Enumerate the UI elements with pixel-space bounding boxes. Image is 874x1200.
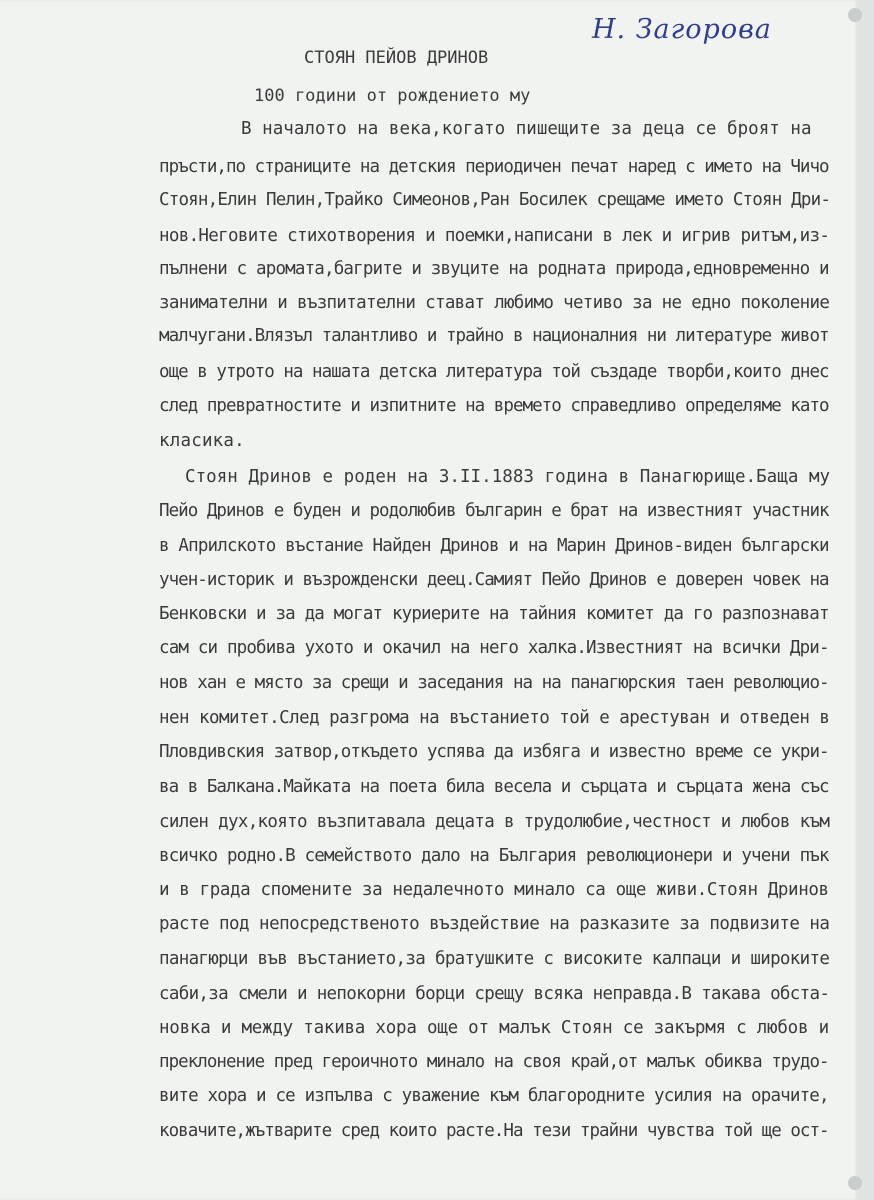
text-line: нов хан е място за срещи и заседания на на панагюрския таен революцио- — [159, 673, 829, 693]
text-line: вите хора и се изпълва с уважение към благородните усилия на орачите, — [159, 1086, 829, 1106]
text-line: новка и между такива хора още от малък Стоян се закърмя с любов и — [159, 1018, 829, 1038]
text-line: В началото на века,когато пишещите за деца се броят на — [241, 119, 812, 139]
text-line: още в утрото на нашата детска литература той създаде творби,които днес — [159, 362, 829, 382]
page-edge — [858, 0, 874, 1200]
punch-hole — [848, 8, 862, 22]
document-title: СТОЯН ПЕЙОВ ДРИНОВ — [304, 48, 489, 68]
text-line: Стоян Дринов е роден на 3.II.1883 година в Панагюрище.Баща му — [185, 467, 831, 487]
text-line: Стоян,Елин Пелин,Трайко Симеонов,Ран Босилек срещаме името Стоян Дри- — [159, 190, 831, 210]
text-line: преклонение пред героичното минало на своя край,от малък обиква трудо- — [159, 1052, 829, 1072]
text-line: расте под непосредственото въздействие на разказите за подвизите на — [159, 914, 830, 934]
document-subtitle: 100 години от рождението му — [254, 86, 531, 106]
text-line: нен комитет.След разгрома на въстанието той е арестуван и отведен в — [159, 708, 830, 728]
text-line: Пейо Дринов е буден и родолюбив българин е брат на известният участник — [159, 501, 829, 521]
text-line: след превратностите и изпитните на времето справедливо определяме като — [159, 396, 829, 416]
text-line: в Априлското въстание Найден Дринов и на Марин Дринов-виден български — [159, 536, 829, 556]
text-line: панагюрци във въстанието,за братушките с високите калпаци и широките — [159, 949, 830, 969]
text-line: сам си пробива ухото и окачил на него халка.Известният на всички Дри- — [159, 638, 829, 658]
text-line: учен-историк и възрожденски деец.Самият Пейо Дринов е доверен човек на — [159, 570, 829, 590]
text-line: и в града спомените за недалечното минало са още живи.Стоян Дринов — [159, 880, 829, 900]
punch-hole — [848, 1176, 862, 1190]
text-line: ковачите,жътварите сред които расте.На тези трайни чувства той ще ост- — [159, 1121, 829, 1141]
text-line: нов.Неговите стихотворения и поемки,написани в лек и игрив ритъм,из- — [159, 226, 830, 246]
text-line: пълнени с аромата,багрите и звуците на родната природа,едновременно и — [159, 259, 829, 279]
text-line: пръсти,по страниците на детския периодичен печат наред с името на Чичо — [159, 157, 829, 177]
text-line: занимателни и възпитателни стават любимо четиво за не едно поколение — [159, 293, 830, 313]
text-line: саби,за смели и непокорни борци срещу всяка неправда.В такава обста- — [159, 984, 830, 1004]
text-line: малчугани.Влязъл талантливо и трайно в националния ни литературе живот — [159, 326, 829, 346]
text-line: ва в Балкана.Майката на поета била весела и сърцата и сърцата жена със — [159, 777, 829, 797]
text-line: всичко родно.В семейството дало на България революционери и учени пък — [159, 846, 829, 866]
handwritten-author-note: Н. Загорова — [592, 14, 772, 45]
text-line: силен дух,която възпитавала децата в трудолюбие,честност и любов към — [159, 812, 830, 832]
text-line: Бенковски и за да могат куриерите на тайния комитет да го разпознават — [159, 604, 829, 624]
text-line: Пловдивския затвор,откъдето успява да избяга и известно време се укри- — [159, 742, 829, 762]
text-line: класика. — [159, 431, 245, 451]
